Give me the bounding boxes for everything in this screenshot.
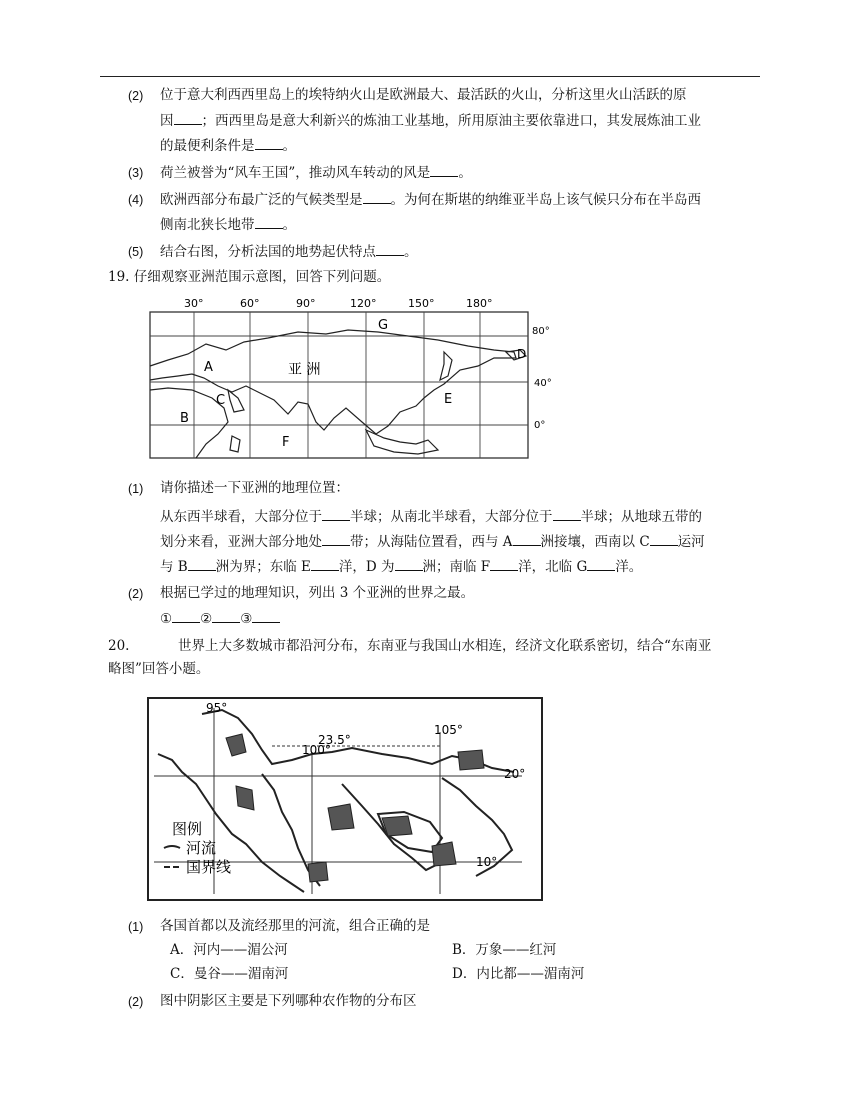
lon-label: 100° xyxy=(302,743,331,757)
lon-label: 150° xyxy=(408,297,435,310)
legend-title: 图例 xyxy=(172,820,203,838)
map-letter-e: E xyxy=(444,392,453,407)
q18-p3-text: 荷兰被誉为“风车王国”，推动风车转动的风是 。 xyxy=(160,165,472,181)
answer-blank[interactable] xyxy=(252,609,280,623)
q18-p5-number: (5) xyxy=(128,245,144,259)
header-rule xyxy=(100,76,760,77)
q19-title: 19. 仔细观察亚洲范围示意图，回答下列问题。 xyxy=(108,269,391,285)
lon-label: 105° xyxy=(434,723,463,737)
q19-p2-number: (2) xyxy=(128,587,144,601)
answer-blank[interactable] xyxy=(212,609,240,623)
q18-p5-text: 结合右图，分析法国的地势起伏特点 。 xyxy=(160,244,418,260)
answer-blank[interactable] xyxy=(311,557,339,571)
q20-line1: 世界上大多数城市都沿河分布，东南亚与我国山水相连，经济文化联系密切，结合“东南亚 xyxy=(178,638,712,654)
answer-blank[interactable] xyxy=(395,557,423,571)
map-letter-c: C xyxy=(216,393,226,408)
legend-border: 国界线 xyxy=(186,858,232,876)
answer-blank[interactable] xyxy=(553,507,581,521)
q19-p2-answers: ① ② ③ xyxy=(160,609,280,628)
q19-p1-number: (1) xyxy=(128,482,144,496)
q20-s1-text: 各国首都以及流经那里的河流，组合正确的是 xyxy=(160,918,430,934)
southeast-asia-map xyxy=(142,694,548,904)
continent-label: 亚 洲 xyxy=(288,362,321,378)
option-b[interactable]: B．万象——红河 xyxy=(452,942,557,958)
answer-blank[interactable] xyxy=(376,242,404,256)
answer-blank[interactable] xyxy=(322,532,350,546)
q20-s2-text: 图中阴影区主要是下列哪种农作物的分布区 xyxy=(160,993,417,1009)
legend-river: 河流 xyxy=(186,839,217,857)
q18-p4-number: (4) xyxy=(128,193,144,207)
answer-blank[interactable] xyxy=(650,532,678,546)
lat-label: 40° xyxy=(534,378,552,389)
answer-blank[interactable] xyxy=(490,557,518,571)
lat-label: 10° xyxy=(476,855,498,869)
q19-p1-line1: 从东西半球看，大部分位于 半球；从南北半球看，大部分位于 半球；从地球五带的 xyxy=(160,509,702,525)
q18-p2-number: (2) xyxy=(128,89,144,103)
map-letter-f: F xyxy=(282,435,290,450)
map-letter-b: B xyxy=(180,411,189,426)
q18-p4-line2: 侧南北狭长地带 。 xyxy=(160,217,296,233)
lon-label: 120° xyxy=(350,297,377,310)
answer-blank[interactable] xyxy=(513,532,541,546)
answer-blank[interactable] xyxy=(322,507,350,521)
q18-p2-line1: 位于意大利西西里岛上的埃特纳火山是欧洲最大、最活跃的火山，分析这里火山活跃的原 xyxy=(160,87,687,103)
answer-blank[interactable] xyxy=(255,215,283,229)
lon-label: 30° xyxy=(184,297,204,310)
answer-blank[interactable] xyxy=(587,557,615,571)
q20-number: 20. xyxy=(108,638,130,654)
q20-s2-number: (2) xyxy=(128,995,144,1009)
option-a[interactable]: A．河内——湄公河 xyxy=(170,942,288,958)
q18-p4-line1: 欧洲西部分布最广泛的气候类型是 。为何在斯堪的纳维亚半岛上该气候只分布在半岛西 xyxy=(160,192,701,208)
option-d[interactable]: D．内比都——湄南河 xyxy=(452,966,585,982)
map-letter-g: G xyxy=(378,318,389,333)
lon-label: 95° xyxy=(206,701,228,715)
q18-p3-number: (3) xyxy=(128,166,144,180)
answer-blank[interactable] xyxy=(255,136,283,150)
answer-blank[interactable] xyxy=(188,557,216,571)
map-letter-a: A xyxy=(204,360,213,375)
option-c[interactable]: C．曼谷——湄南河 xyxy=(170,966,289,982)
asia-range-map xyxy=(148,294,568,460)
answer-blank[interactable] xyxy=(363,190,391,204)
lat-label: 80° xyxy=(532,326,550,337)
lon-label: 60° xyxy=(240,297,260,310)
answer-blank[interactable] xyxy=(174,111,202,125)
q19-p1-title: 请你描述一下亚洲的地理位置： xyxy=(160,480,349,496)
q19-p2-text: 根据已学过的地理知识，列出 3 个亚洲的世界之最。 xyxy=(160,585,475,601)
q18-p2-line2: 因 ；西西里岛是意大利新兴的炼油工业基地，所用原油主要依靠进口，其发展炼油工业 xyxy=(160,113,701,129)
lon-label: 180° xyxy=(466,297,493,310)
lon-label: 90° xyxy=(296,297,316,310)
lat-label: 20° xyxy=(504,767,526,781)
q20-s1-number: (1) xyxy=(128,920,144,934)
lat-label: 23.5° xyxy=(318,733,351,747)
answer-blank[interactable] xyxy=(430,163,458,177)
q19-p1-line3: 与 B 洲为界；东临 E 洋，D 为 洲；南临 F 洋，北临 G 洋。 xyxy=(160,559,643,575)
q19-p1-line2: 划分来看，亚洲大部分地处 带；从海陆位置看，西与 A 洲接壤，西南以 C 运河 xyxy=(160,534,705,550)
q20-line2: 略图”回答小题。 xyxy=(108,661,210,677)
lat-label: 0° xyxy=(534,420,546,431)
answer-blank[interactable] xyxy=(172,609,200,623)
map-letter-d: D xyxy=(517,347,527,361)
q18-p2-line3: 的最便利条件是 。 xyxy=(160,138,296,154)
